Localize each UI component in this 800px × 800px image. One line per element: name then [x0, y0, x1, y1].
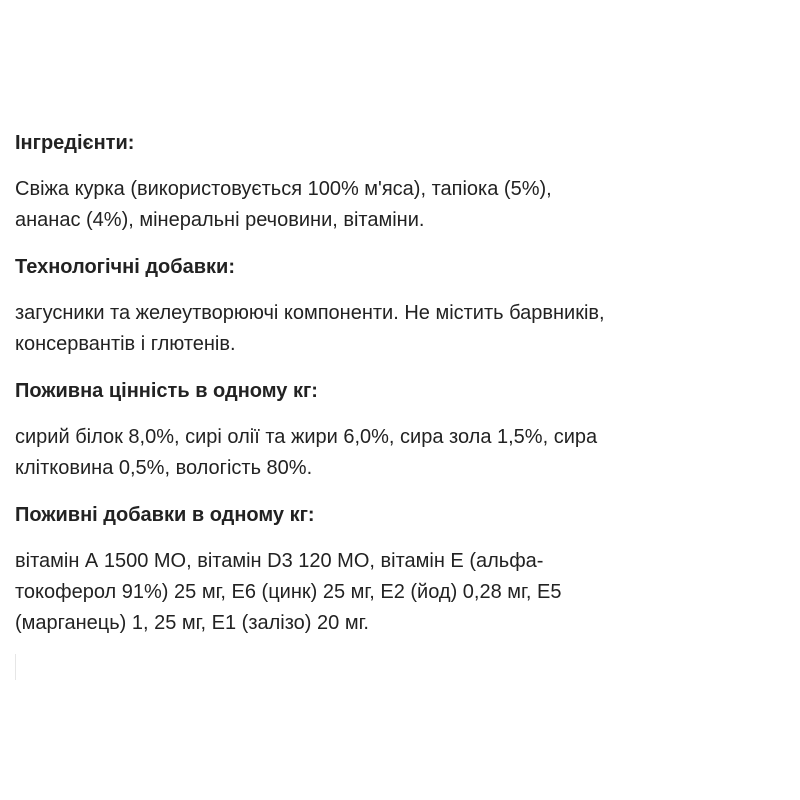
- section-heading: Технологічні добавки:: [15, 256, 235, 278]
- section-heading: Поживна цінність в одному кг:: [15, 380, 318, 402]
- text-line: (марганець) 1, 25 мг, Е1 (залізо) 20 мг.: [15, 612, 369, 634]
- section-text: [15, 174, 795, 236]
- section-text: [15, 298, 795, 360]
- text-line: загусники та желеутворюючі компоненти. Не містить барвників,: [15, 302, 605, 324]
- faint-divider-mark: [15, 654, 16, 680]
- text-line: клітковина 0,5%, вологість 80%.: [15, 457, 313, 479]
- text-line: токоферол 91%) 25 мг, Е6 (цинк) 25 мг, Е2 (йод) 0,28 мг, Е5: [15, 581, 562, 603]
- text-line: ананас (4%), мінеральні речовини, вітаміни.: [15, 209, 425, 231]
- text-line: Свіжа курка (використовується 100% м'яса), тапіока (5%),: [15, 178, 552, 200]
- text-line: консервантів і глютенів.: [15, 333, 236, 355]
- text-line: сирий білок 8,0%, сирі олії та жири 6,0%, сира зола 1,5%, сира: [15, 426, 598, 448]
- section-ingredients: [15, 130, 795, 236]
- text-line: вітамін А 1500 МО, вітамін D3 120 МО, вітамін Е (альфа-: [15, 550, 544, 572]
- section-text: [15, 546, 795, 639]
- section-nutritional-value: [15, 378, 795, 484]
- product-composition: [15, 130, 795, 657]
- section-heading: Поживні добавки в одному кг:: [15, 504, 315, 526]
- section-technological-additives: [15, 254, 795, 360]
- section-text: [15, 422, 795, 484]
- section-nutritional-additives: [15, 502, 795, 639]
- section-heading: Інгредієнти:: [15, 132, 135, 154]
